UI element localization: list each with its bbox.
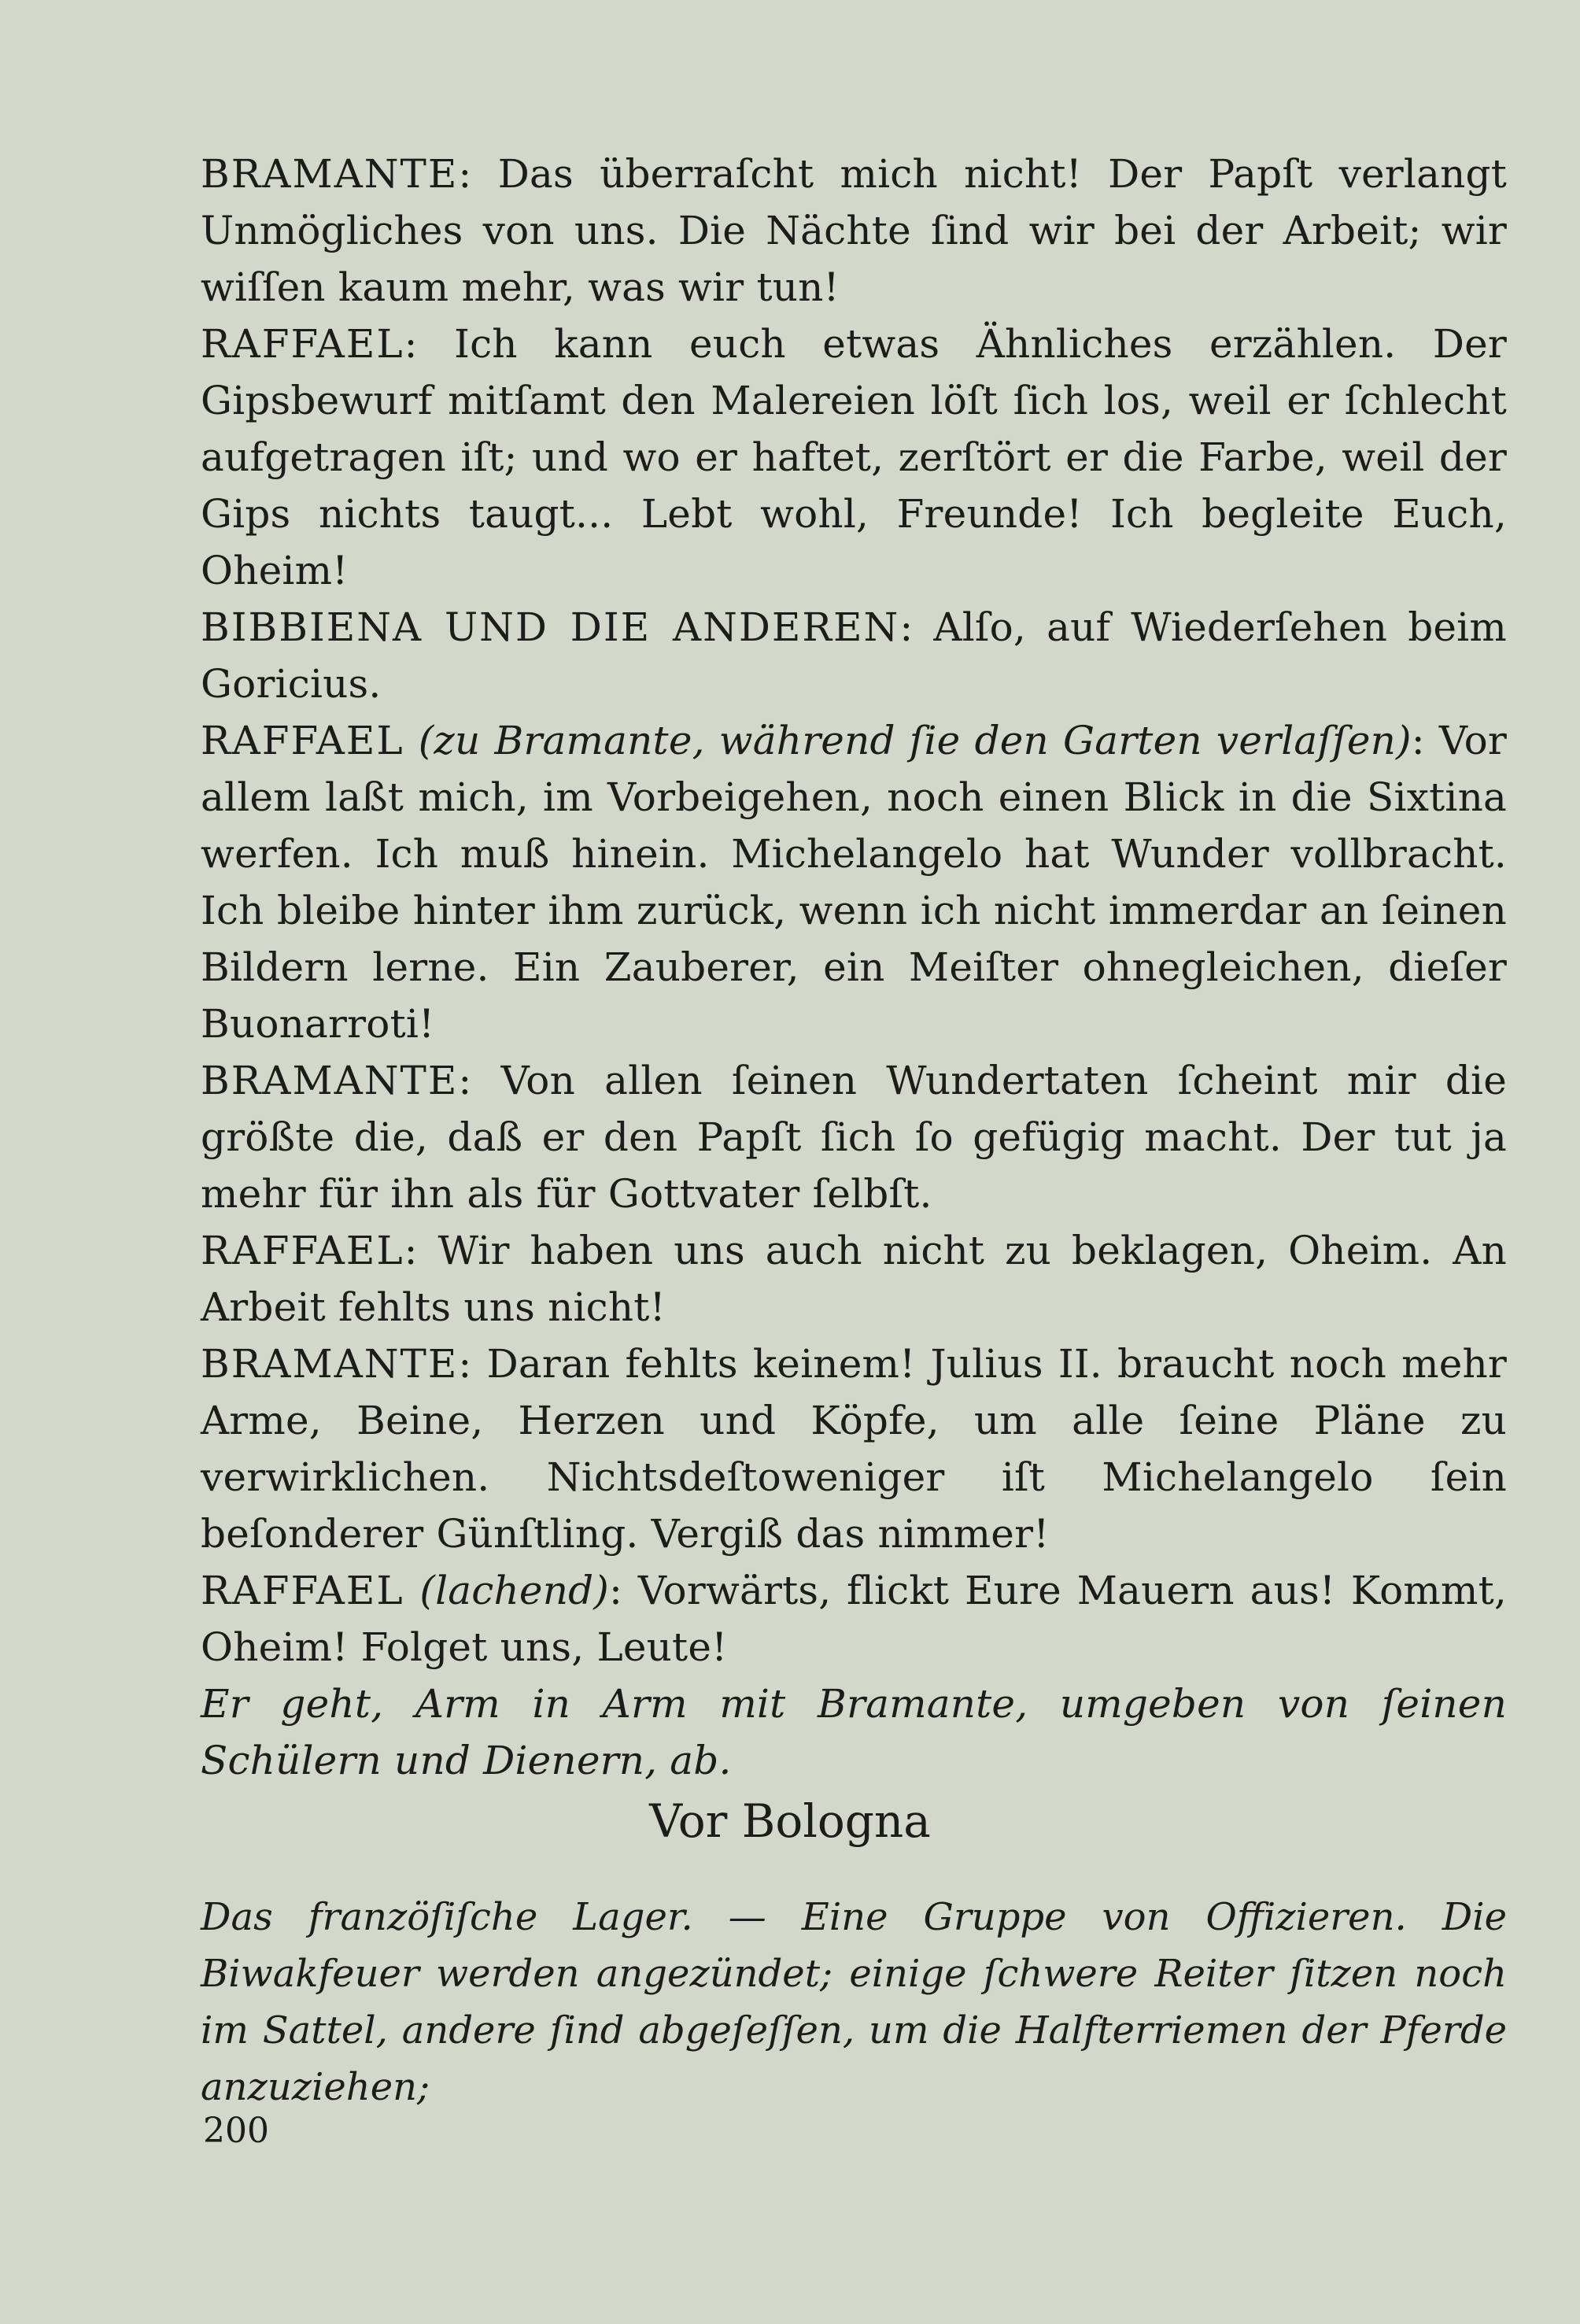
speaker-name: BRAMANTE [201,1058,459,1103]
scene-setting [201,1889,1507,2115]
speaker-name: RAFFAEL [201,1568,404,1613]
speaker-name: BRAMANTE [201,1341,459,1387]
speaker-name: BIBBIENA UND DIE ANDEREN [201,604,900,650]
dialogue-text: Von allen ſeinen Wundertaten ſcheint mir die größte die, daß er den Papſt ſich ſo gefügig macht. Der tut ja mehr für ihn als für Gottvater ſelbſt. [201,1058,1508,1217]
dialogue-text: Vor allem laßt mich, im Vorbeigehen, noch einen Blick in die Sixtina werfen. Ich muß hinein. Michelangelo hat Wunder vollbracht. Ich bleibe hinter ihm zurück, wenn ich nicht immerdar an ſeinen Bildern lerne. Ein Zauberer, ein Meiſter ohnegleichen, dieſer Buonarroti! [201,718,1507,1047]
dialogue-text: Wir haben uns auch nicht zu beklagen, Oheim. An Arbeit fehlts uns nicht! [201,1228,1508,1330]
dialogue-text: Das überraſcht mich nicht! Der Papſt verlangt Unmögliches von uns. Die Nächte ſind wir bei der Arbeit; wir wiſſen kaum mehr, was wir tun! [201,151,1508,310]
stage-direction: (lachend) [419,1568,610,1613]
dialogue-line: BIBBIENA UND DIE ANDEREN: Alſo, auf Wiederſehen beim Goricius. [201,604,1507,707]
dialogue-line: RAFFAEL (zu Bramante, während ſie den Garten verlaſſen): Vor allem laßt mich, im Vorbeigehen, noch einen Blick in die Sixtina werfen. Ich muß hinein. Michelangelo hat Wunder vollbracht. Ich bleibe hinter ihm zurück, wenn ich nicht immerdar an ſeinen Bildern lerne. Ein Zauberer, ein Meiſter ohnegleichen, dieſer Buonarroti! [201,718,1507,1047]
section-heading: Vor Bologna [649,1794,931,1848]
dialogue-line: BRAMANTE: Daran fehlts keinem! Julius II. braucht noch mehr Arme, Beine, Herzen und Köpfe, um alle ſeine Pläne zu verwirklichen. Nichtsdeſtoweniger iſt Michelangelo ſein beſonderer Günſtling. Vergiß das nimmer! [201,1341,1508,1557]
dialogue-text: Ich kann euch etwas Ähnliches erzählen. Der Gipsbewurf mitſamt den Malereien löſt ſich los, weil er ſchlecht aufgetragen iſt; und wo er haftet, zerſtört er die Farbe, weil der Gips nichts taugt... Lebt wohl, Freunde! Ich begleite Euch, Oheim! [201,321,1507,593]
setting-text: Das franzöſiſche Lager. — Eine Gruppe von Offizieren. Die Biwakfeuer werden angezündet; einige ſchwere Reiter ſitzen noch im Sattel, andere ſind abgeſeſſen, um die Halfterriemen der Pferde anzuziehen; [201,1895,1507,2109]
dialogue-text: Alſo, auf Wiederſehen beim Goricius. [201,604,1507,707]
dialogue-block [201,146,1507,1789]
page-number: 200 [203,2111,269,2151]
speaker-name: RAFFAEL [201,321,404,367]
speaker-name: RAFFAEL [201,718,404,763]
dialogue-line: RAFFAEL (lachend): Vorwärts, flickt Eure Mauern aus! Kommt, Oheim! Folget uns, Leute! [201,1568,1508,1670]
stage-direction: (zu Bramante, während ſie den Garten verlaſſen) [418,718,1412,763]
dialogue-line: BRAMANTE: Das überraſcht mich nicht! Der Papſt verlangt Unmögliches von uns. Die Nächte ſind wir bei der Arbeit; wir wiſſen kaum mehr, was wir tun! [201,151,1508,310]
speaker-name: BRAMANTE [201,151,459,197]
dialogue-line: RAFFAEL: Wir haben uns auch nicht zu beklagen, Oheim. An Arbeit fehlts uns nicht! [201,1228,1508,1330]
dialogue-text: Vorwärts, flickt Eure Mauern aus! Kommt, Oheim! Folget uns, Leute! [201,1568,1508,1670]
dialogue-text: Daran fehlts keinem! Julius II. braucht noch mehr Arme, Beine, Herzen und Köpfe, um alle ſeine Pläne zu verwirklichen. Nichtsdeſtoweniger iſt Michelangelo ſein beſonderer Günſtling. Vergiß das nimmer! [201,1341,1508,1557]
speaker-name: RAFFAEL [201,1228,404,1273]
exit-stage-direction: Er geht, Arm in Arm mit Bramante, umgeben von ſeinen Schülern und Dienern, ab. [201,1681,1507,1783]
dialogue-line: BRAMANTE: Von allen ſeinen Wundertaten ſcheint mir die größte die, daß er den Papſt ſich ſo gefügig macht. Der tut ja mehr für ihn als für Gottvater ſelbſt. [201,1058,1508,1217]
dialogue-line: RAFFAEL: Ich kann euch etwas Ähnliches erzählen. Der Gipsbewurf mitſamt den Malereien löſt ſich los, weil er ſchlecht aufgetragen iſt; und wo er haftet, zerſtört er die Farbe, weil der Gips nichts taugt... Lebt wohl, Freunde! Ich begleite Euch, Oheim! [201,321,1507,593]
